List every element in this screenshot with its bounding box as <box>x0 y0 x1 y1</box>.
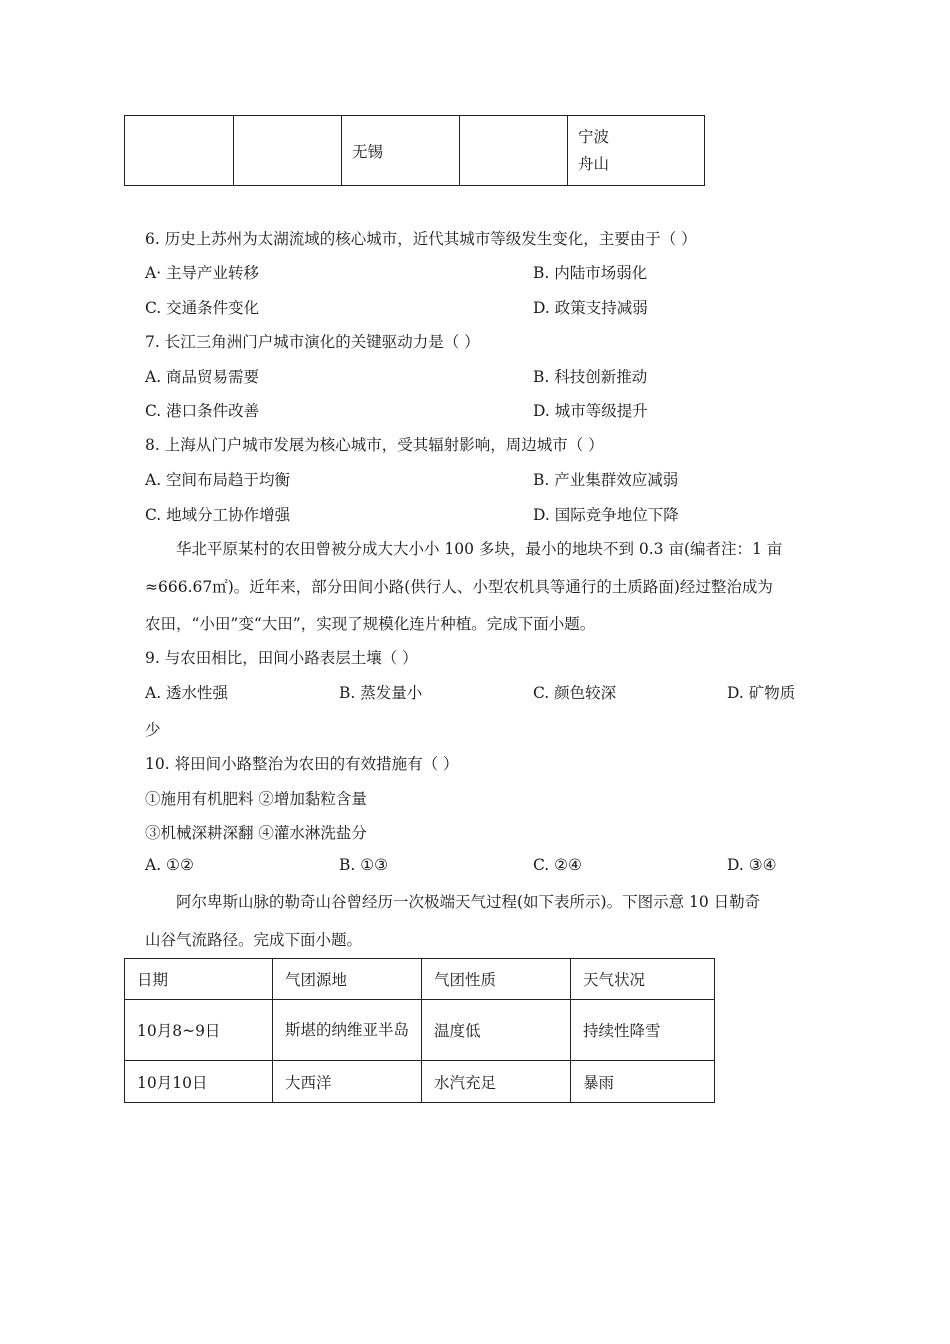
passage-1-line-3: 农田，“小田”变“大田”，实现了规模化连片种植。完成下面小题。 <box>145 615 596 633</box>
question-10-items-1: ①施用有机肥料 ②增加黏粒含量 <box>145 790 367 808</box>
question-10-option-a: A. ①② <box>145 856 194 874</box>
top-table-cell <box>234 116 342 186</box>
question-6-option-a: A· 主导产业转移 <box>145 264 260 282</box>
question-8-option-d: D. 国际竞争地位下降 <box>533 506 679 524</box>
header-date: 日期 <box>125 959 273 1000</box>
question-9-option-d: D. 矿物质 <box>727 684 796 702</box>
question-6-option-b: B. 内陆市场弱化 <box>533 264 648 282</box>
question-8-option-b: B. 产业集群效应减弱 <box>533 471 679 489</box>
passage-2-line-1: 阿尔卑斯山脉的勒奇山谷曾经历一次极端天气过程(如下表所示)。下图示意 10 日勒奇 <box>176 893 761 911</box>
table-row <box>125 1000 715 1061</box>
top-table <box>124 115 705 186</box>
question-10-option-d: D. ③④ <box>727 856 777 874</box>
passage-1-line-1: 华北平原某村的农田曾被分成大大小小 100 多块，最小的地块不到 0.3 亩(编者注：1 亩 <box>176 540 783 558</box>
header-weather: 天气状况 <box>571 959 715 1000</box>
top-table-cell <box>342 116 460 186</box>
table-cell: 暴雨 <box>571 1061 715 1103</box>
header-property: 气团性质 <box>422 959 571 1000</box>
question-10-items-2: ③机械深耕深翻 ④灌水淋洗盐分 <box>145 824 367 842</box>
question-10-stem: 10. 将田间小路整治为农田的有效措施有（ ） <box>145 755 459 773</box>
question-8-option-c: C. 地域分工协作增强 <box>145 506 291 524</box>
question-8-option-a: A. 空间布局趋于均衡 <box>145 471 291 489</box>
question-9-stem: 9. 与农田相比，田间小路表层土壤（ ） <box>145 649 418 667</box>
question-7-option-d: D. 城市等级提升 <box>533 402 648 420</box>
table-cell: 持续性降雪 <box>571 1000 715 1061</box>
table-cell: 斯堪的纳维亚半岛 <box>273 1000 422 1061</box>
question-8-stem: 8. 上海从门户城市发展为核心城市，受其辐射影响，周边城市（ ） <box>145 436 604 454</box>
table-cell: 大西洋 <box>273 1061 422 1103</box>
table-cell: 10月10日 <box>125 1061 273 1103</box>
table-cell: 水汽充足 <box>422 1061 571 1103</box>
question-10-option-b: B. ①③ <box>339 856 389 874</box>
question-10-option-c: C. ②④ <box>533 856 582 874</box>
question-9-option-d-continued: 少 <box>145 721 161 739</box>
question-7-option-b: B. 科技创新推动 <box>533 368 648 386</box>
header-source: 气团源地 <box>273 959 422 1000</box>
weather-table <box>124 958 715 1103</box>
passage-1-line-2: ≈666.67㎡)。近年来，部分田间小路(供行人、小型农机具等通行的土质路面)经过整治成为 <box>145 578 773 596</box>
question-9-option-c: C. 颜色较深 <box>533 684 617 702</box>
top-table-cell <box>460 116 568 186</box>
question-7-stem: 7. 长江三角洲门户城市演化的关键驱动力是（ ） <box>145 333 480 351</box>
table-row <box>125 116 705 186</box>
city-ningbo: 宁波 <box>578 127 610 146</box>
table-row <box>125 1061 715 1103</box>
table-header-row <box>125 959 715 1000</box>
table-cell: 10月8~9日 <box>125 1000 273 1061</box>
city-wuxi: 无锡 <box>352 142 384 161</box>
question-6-option-c: C. 交通条件变化 <box>145 299 260 317</box>
city-zhoushan: 舟山 <box>578 154 610 173</box>
question-6-stem: 6. 历史上苏州为太湖流域的核心城市，近代其城市等级发生变化，主要由于（ ） <box>145 230 697 248</box>
question-7-option-c: C. 港口条件改善 <box>145 402 260 420</box>
passage-2-line-2: 山谷气流路径。完成下面小题。 <box>145 931 363 949</box>
question-9-option-b: B. 蒸发量小 <box>339 684 423 702</box>
top-table-cell <box>125 116 234 186</box>
question-7-option-a: A. 商品贸易需要 <box>145 368 260 386</box>
top-table-cell <box>568 116 705 186</box>
table-cell: 温度低 <box>422 1000 571 1061</box>
question-6-option-d: D. 政策支持减弱 <box>533 299 648 317</box>
question-9-option-a: A. 透水性强 <box>145 684 229 702</box>
